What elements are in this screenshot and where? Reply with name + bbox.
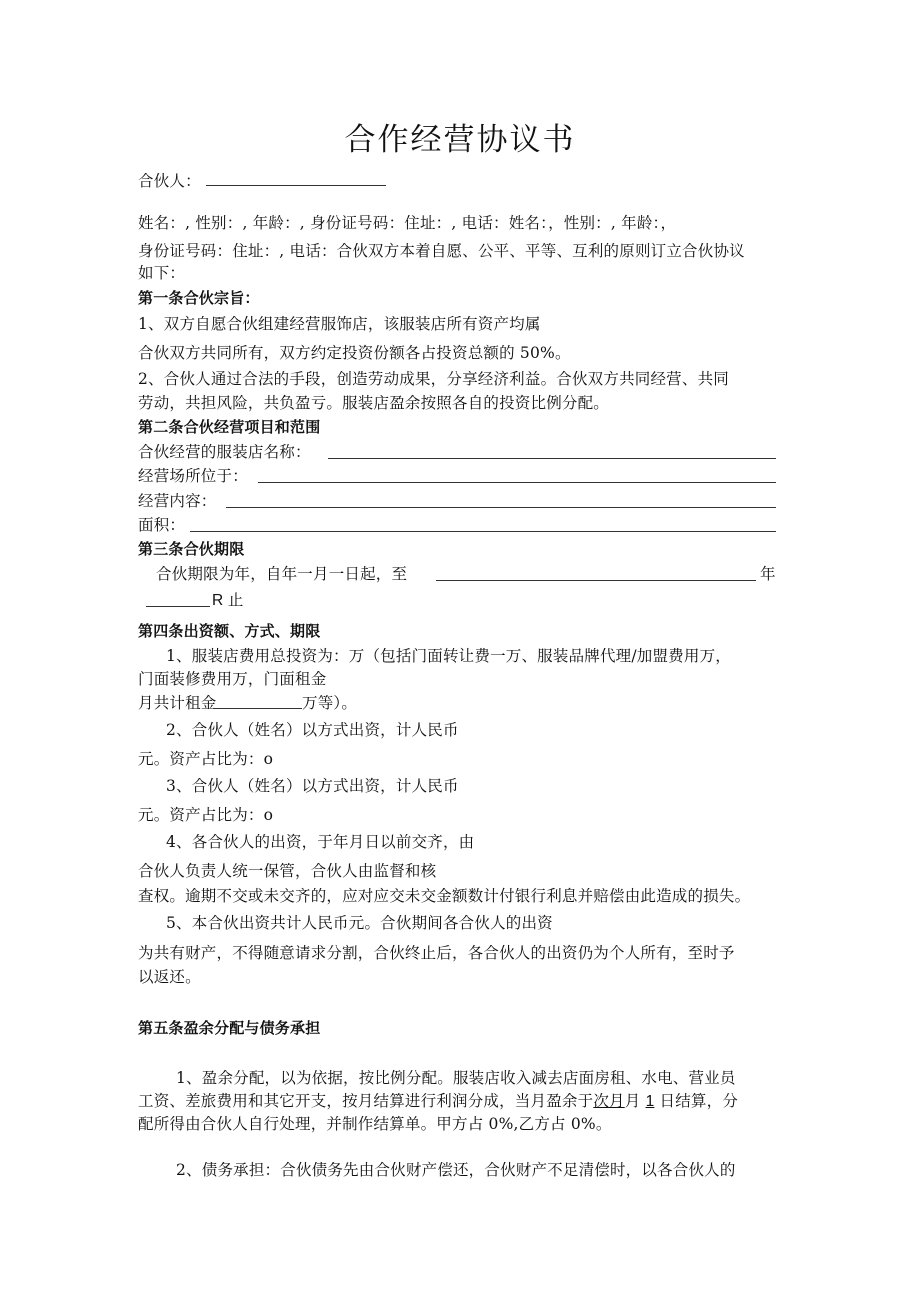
article-1-para-1b: 合伙双方共同所有，双方约定投资份额各占投资总额的 50%。 [138,344,571,362]
term-text: 合伙期限为年，自年一月一日起，至 [156,565,408,583]
next-month-text: 次月 [593,1092,625,1110]
term-end-blank [436,580,756,581]
article-1-para-2b: 劳动，共担风险，共负盈亏。服装店盈余按照各自的投资比例分配。 [138,394,610,412]
document-title: 合作经营协议书 [344,122,576,158]
business-content-blank [226,507,776,508]
article-5-heading: 第五条盈余分配与债务承担 [138,1019,321,1037]
term-month-blank [146,606,210,607]
article-5-para-1b-mid: 月 [624,1092,641,1110]
article-4-para-1a: 1、服装店费用总投资为：万（包括门面转让费一万、服装品牌代理/加盟费用万， [166,647,731,665]
article-4-para-5b: 为共有财产，不得随意请求分割，合伙终止后，各合伙人的出资仍为个人所有，至时予 [138,944,735,962]
article-5-para-1a: 1、盈余分配，以为依据，按比例分配。服装店收入减去店面房租、水电、营业员 [176,1069,736,1087]
article-4-para-4c: 查权。逾期不交或未交齐的，应对应交未交金额数计付银行利息并赔偿由此造成的损失。 [138,887,751,905]
article-5-para-1b-pre: 工资、差旅费用和其它开支，按月结算进行利润分成，当月盈余于 [138,1092,594,1110]
article-4-para-1c-post: 万等）。 [302,694,358,712]
article-4-para-1b: 门面装修费用万，门面租金 [138,670,327,688]
day-one-text: 1 [645,1093,655,1110]
intro-line-1: 姓名：, 性别：, 年龄：, 身份证号码：住址：, 电话：姓名：，性别：, 年龄：， [138,214,677,232]
article-1-para-2a: 2、合伙人通过合法的手段，创造劳动成果，分享经济利益。合伙双方共同经营、共同 [138,370,729,388]
article-4-para-2a: 2、合伙人（姓名）以方式出资，计人民币 [166,721,459,739]
article-4-para-1c-pre: 月共计租金 [138,694,217,712]
location-blank [258,482,776,483]
shop-name-blank [328,458,776,459]
partner-blank [206,185,386,186]
area-blank [190,531,776,532]
article-1-heading: 第一条合伙宗旨： [138,289,260,307]
article-4-para-4b: 合伙人负责人统一保管，合伙人由监督和核 [138,862,437,880]
article-3-heading: 第三条合伙期限 [138,540,245,558]
term-end-text: R 止 [212,592,244,609]
article-5-para-2a: 2、债务承担：合伙债务先由合伙财产偿还，合伙财产不足清偿时，以各合伙人的 [176,1161,736,1179]
intro-line-3: 如下： [138,264,186,282]
article-4-para-5a: 5、本合伙出资共计人民币元。合伙期间各合伙人的出资 [166,914,553,932]
article-5-para-1b [138,1090,738,1113]
partner-label: 合伙人： [138,172,201,190]
article-4-para-2b: 元。资产占比为：o [138,750,274,768]
article-4-para-3b: 元。资产占比为：o [138,806,274,824]
article-4-para-4a: 4、各合伙人的出资，于年月日以前交齐，由 [166,833,475,851]
article-4-heading: 第四条出资额、方式、期限 [138,622,321,640]
business-content-label: 经营内容： [138,492,217,510]
article-5-para-1c: 配所得由合伙人自行处理，并制作结算单。甲方占 0%,乙方占 0%。 [138,1115,612,1133]
location-label: 经营场所位于： [138,467,248,485]
shop-name-label: 合伙经营的服装店名称： [138,443,311,461]
area-label: 面积： [138,516,186,534]
rent-blank [214,708,302,709]
article-2-heading: 第二条合伙经营项目和范围 [138,418,321,436]
intro-line-2: 身份证号码：住址：, 电话：合伙双方本着自愿、公平、平等、互利的原则订立合伙协议 [138,242,745,260]
term-year-label: 年 [760,565,776,583]
article-4-para-5c: 以返还。 [138,968,201,986]
article-4-para-3a: 3、合伙人（姓名）以方式出资，计人民币 [166,777,459,795]
article-5-para-1b-post: 日结算，分 [659,1092,739,1110]
article-1-para-1a: 1、双方自愿合伙组建经营服饰店，该服装店所有资产均属 [138,315,541,333]
